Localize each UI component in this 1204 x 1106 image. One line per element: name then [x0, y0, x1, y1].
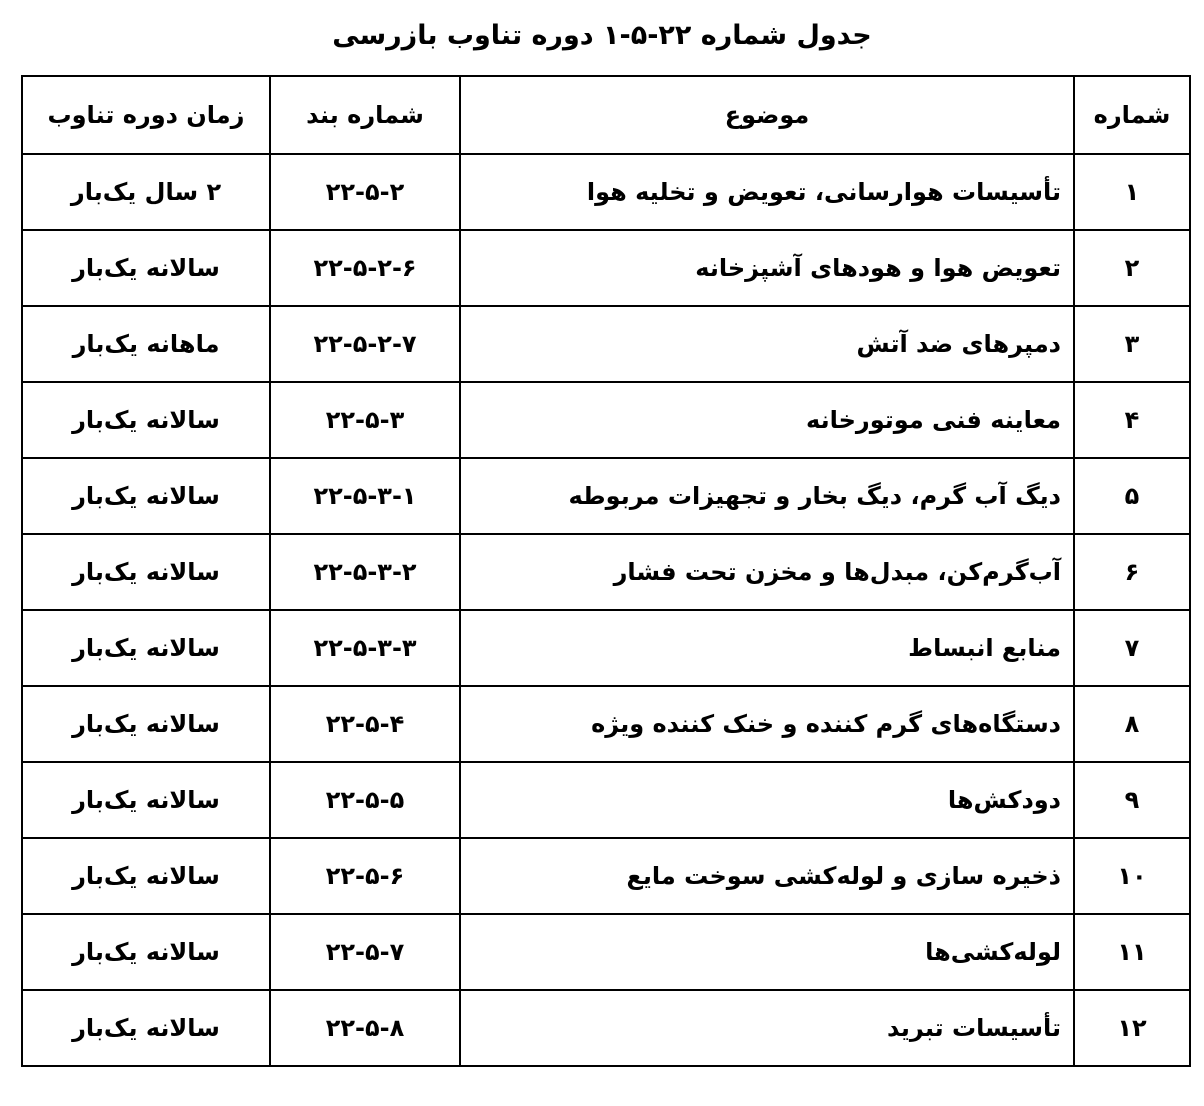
row-number: ۹ — [1074, 762, 1190, 838]
row-clause: ۲۲-۵-۲-۶ — [270, 230, 460, 306]
table-row — [22, 990, 1190, 1066]
row-period: سالانه یک‌بار — [22, 382, 270, 458]
row-number: ۳ — [1074, 306, 1190, 382]
table-row — [22, 762, 1190, 838]
row-period: سالانه یک‌بار — [22, 610, 270, 686]
table-row — [22, 534, 1190, 610]
row-topic: ذخیره سازی و لوله‌کشی سوخت مایع — [460, 838, 1074, 914]
table-row — [22, 382, 1190, 458]
row-topic: منابع انبساط — [460, 610, 1074, 686]
row-clause: ۲۲-۵-۲ — [270, 154, 460, 230]
row-topic: آب‌گرم‌کن، مبدل‌ها و مخزن تحت فشار — [460, 534, 1074, 610]
header-number: شماره — [1074, 76, 1190, 154]
table-header-row — [22, 76, 1190, 154]
row-number: ۱ — [1074, 154, 1190, 230]
row-number: ۷ — [1074, 610, 1190, 686]
row-number: ۵ — [1074, 458, 1190, 534]
row-period: سالانه یک‌بار — [22, 686, 270, 762]
row-number: ۱۰ — [1074, 838, 1190, 914]
row-topic: تأسیسات تبرید — [460, 990, 1074, 1066]
row-clause: ۲۲-۵-۳-۲ — [270, 534, 460, 610]
row-period: سالانه یک‌بار — [22, 230, 270, 306]
row-number: ۲ — [1074, 230, 1190, 306]
row-number: ۱۱ — [1074, 914, 1190, 990]
row-clause: ۲۲-۵-۸ — [270, 990, 460, 1066]
header-clause-number: شماره بند — [270, 76, 460, 154]
row-period: سالانه یک‌بار — [22, 762, 270, 838]
row-period: سالانه یک‌بار — [22, 990, 270, 1066]
table-row — [22, 306, 1190, 382]
row-topic: دمپرهای ضد آتش — [460, 306, 1074, 382]
table-row — [22, 914, 1190, 990]
row-period: سالانه یک‌بار — [22, 914, 270, 990]
row-clause: ۲۲-۵-۶ — [270, 838, 460, 914]
table-row — [22, 686, 1190, 762]
row-clause: ۲۲-۵-۳-۱ — [270, 458, 460, 534]
row-topic: دیگ آب گرم، دیگ بخار و تجهیزات مربوطه — [460, 458, 1074, 534]
row-period: سالانه یک‌بار — [22, 458, 270, 534]
page-title: جدول شماره ۲۲-۵-۱ دوره تناوب بازرسی — [332, 20, 872, 51]
row-topic: لوله‌کشی‌ها — [460, 914, 1074, 990]
table-row — [22, 458, 1190, 534]
row-topic: معاینه فنی موتورخانه — [460, 382, 1074, 458]
header-topic: موضوع — [460, 76, 1074, 154]
row-clause: ۲۲-۵-۳-۳ — [270, 610, 460, 686]
row-number: ۴ — [1074, 382, 1190, 458]
row-number: ۶ — [1074, 534, 1190, 610]
row-topic: دودکش‌ها — [460, 762, 1074, 838]
table-row — [22, 838, 1190, 914]
row-clause: ۲۲-۵-۵ — [270, 762, 460, 838]
row-number: ۱۲ — [1074, 990, 1190, 1066]
row-period: سالانه یک‌بار — [22, 534, 270, 610]
row-topic: دستگاه‌های گرم کننده و خنک کننده ویژه — [460, 686, 1074, 762]
row-period: سالانه یک‌بار — [22, 838, 270, 914]
row-period: ۲ سال یک‌بار — [22, 154, 270, 230]
table-row — [22, 230, 1190, 306]
header-period: زمان دوره تناوب — [22, 76, 270, 154]
row-clause: ۲۲-۵-۲-۷ — [270, 306, 460, 382]
row-clause: ۲۲-۵-۳ — [270, 382, 460, 458]
row-clause: ۲۲-۵-۷ — [270, 914, 460, 990]
row-topic: تعویض هوا و هودهای آشپزخانه — [460, 230, 1074, 306]
table-row — [22, 610, 1190, 686]
table-row — [22, 154, 1190, 230]
row-topic: تأسیسات هوارسانی، تعویض و تخلیه هوا — [460, 154, 1074, 230]
inspection-period-table — [21, 75, 1191, 1067]
row-period: ماهانه یک‌بار — [22, 306, 270, 382]
row-clause: ۲۲-۵-۴ — [270, 686, 460, 762]
row-number: ۸ — [1074, 686, 1190, 762]
